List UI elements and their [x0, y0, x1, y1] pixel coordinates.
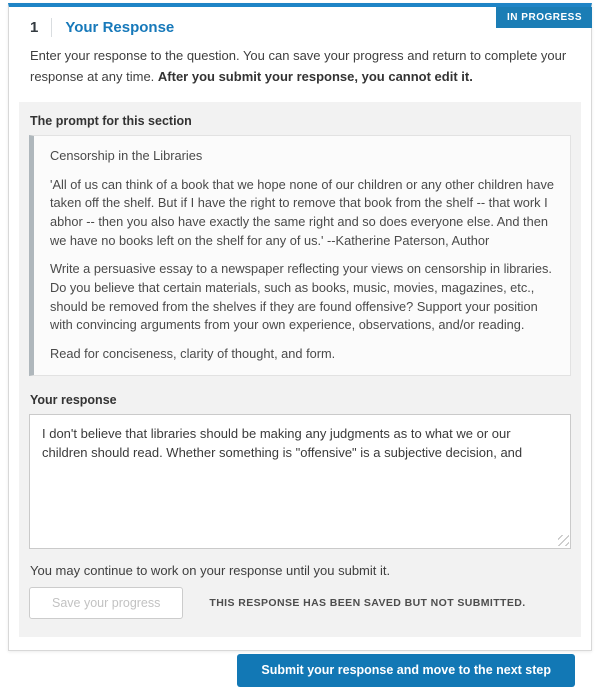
response-textarea-wrap [29, 414, 571, 549]
form-panel [19, 102, 581, 637]
response-textarea[interactable] [29, 414, 571, 549]
header-divider [51, 18, 52, 37]
response-label: Your response [30, 392, 117, 407]
save-note: You may continue to work on your response until you submit it. [30, 562, 391, 578]
status-badge: IN PROGRESS [496, 7, 592, 28]
prompt-paragraph: Write a persuasive essay to a newspaper reflecting your views on censorship in libraries. Do you believe that certain materials, such as books, music, movies, magazines, etc., should be removed from the shelves if they are found offensive? Support your position with convincing arguments from your own experience, observations, and/or reading. [50, 261, 552, 333]
intro-text [30, 46, 570, 87]
intro-text-bold: After you submit your response, you cannot edit it. [157, 68, 473, 84]
submit-button[interactable]: Submit your response and move to the next step [237, 654, 575, 687]
intro-text-normal: Enter your response to the question. You can save your progress and return to complete your response at any time. [30, 48, 567, 84]
save-progress-button[interactable]: Save your progress [29, 587, 183, 619]
prompt-label: The prompt for this section [30, 114, 192, 129]
response-step-card [8, 3, 592, 677]
prompt-paragraph: Read for conciseness, clarity of thought, and form. [50, 346, 336, 362]
textarea-resize-handle[interactable] [558, 535, 569, 546]
prompt-paragraph: 'All of us can think of a book that we hope none of our children or any other children have taken off the shelf. But if I have the right to remove that book from the shelf -- that work I abhor -- then you also have exactly the same right and so does everyone else. And then we have no books left on the shelf for any of us.' --Katherine Paterson, Author [50, 176, 554, 248]
page-title: Your Response [65, 19, 175, 36]
prompt-paragraph: Censorship in the Libraries [50, 148, 203, 164]
submit-row [9, 637, 591, 687]
prompt-quote [29, 135, 571, 376]
step-number: 1 [30, 19, 39, 36]
save-row [29, 587, 571, 619]
save-status-text: THIS RESPONSE HAS BEEN SAVED BUT NOT SUBMITTED. [209, 596, 526, 609]
